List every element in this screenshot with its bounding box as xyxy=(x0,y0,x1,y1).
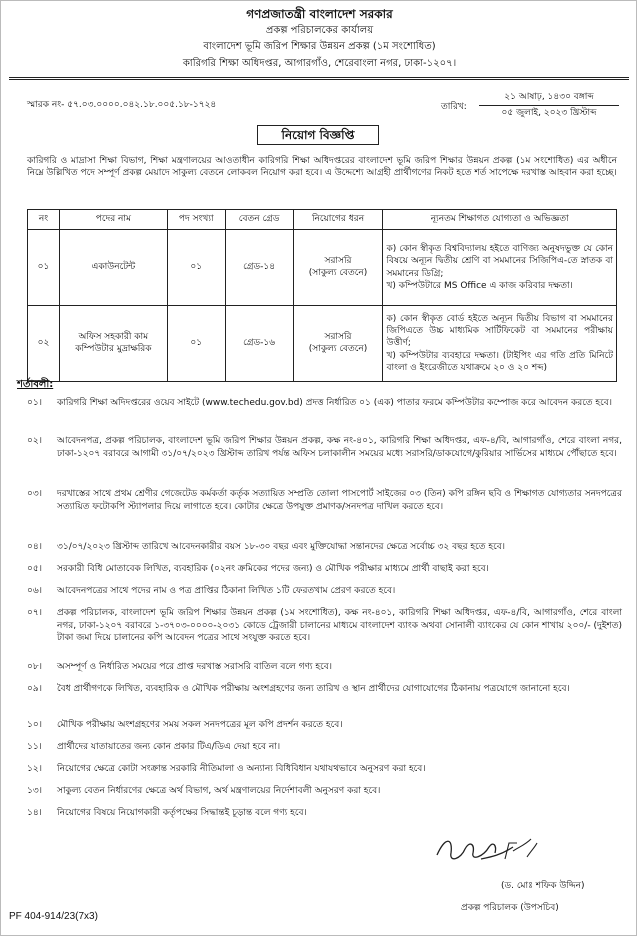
header-project: বাংলাদেশ ভূমি জরিপ শিক্ষার উন্নয়ন প্রকল্প (১ম সংশোধিত) xyxy=(203,41,436,52)
date-bangla: ২১ আষাঢ়, ১৪৩০ বঙ্গাব্দ xyxy=(479,92,619,106)
condition-item xyxy=(27,785,622,798)
row-count: ০১ xyxy=(167,230,225,306)
condition-item xyxy=(27,763,622,776)
row-no: ০১ xyxy=(28,230,60,306)
condition-text: নিয়োগের ক্ষেত্রে কোটা সংক্রান্ত সরকারি নীতিমালা ও অন্যান্য বিধিবিধান যথাযথভাবে অনুসরণ করা হবে। xyxy=(57,764,426,774)
condition-number: ০৬। xyxy=(27,586,42,596)
header-count: পদ সংখ্যা xyxy=(167,210,225,230)
condition-number: ১১। xyxy=(27,742,42,752)
condition-number: ০৭। xyxy=(27,608,42,618)
header-office: প্রকল্প পরিচালকের কার্যালয় xyxy=(265,25,374,36)
header-type: নিয়োগের ধরন xyxy=(293,210,383,230)
row-no: ০২ xyxy=(28,306,60,382)
row-type xyxy=(293,230,383,306)
row-type-main: সরাসরি xyxy=(324,332,352,343)
condition-item xyxy=(27,563,622,576)
condition-item xyxy=(27,807,622,820)
condition-number: ১৩। xyxy=(27,786,42,796)
condition-item xyxy=(27,435,622,460)
condition-text: সরকারী বিধি মোতাবেক লিখিত, ব্যবহারিক (০২নং ক্রমিকের পদের জন্য) ও মৌখিক পরীক্ষার মাধ্যমে প্রার্থী বাছাই করা হবে। xyxy=(57,564,489,574)
condition-text: সাকুল্য বেতন নির্ধারণের ক্ষেত্রে অর্থ বিভাগ, অর্থ মন্ত্রণালয়ের নির্দেশাবলী অনুসরণ করা হবে। xyxy=(57,786,381,796)
row-type-main: সরাসরি xyxy=(324,256,352,267)
condition-text: বৈধ প্রার্থীগণকে লিখিত, ব্যবহারিক ও মৌখিক পরীক্ষায় অংশগ্রহণের জন্য তারিখ ও স্থান প্রার্থীদের যোগাযোগের ঠিকানায় পত্রযোগে জানানো হবে। xyxy=(57,684,570,694)
row-post: একাউনটেন্ট xyxy=(59,230,167,306)
header-address: কারিগরি শিক্ষা অধিদপ্তর, আগারগাঁও, শেরেবাংলা নগর, ঢাকা-১২০৭। xyxy=(182,58,457,69)
date-block xyxy=(479,92,619,120)
condition-number: ০৯। xyxy=(27,684,42,694)
header-grade: বেতন গ্রেড xyxy=(225,210,293,230)
header-divider-2 xyxy=(9,79,629,80)
date-english: ০৫ জুলাই, ২০২৩ খ্রিস্টাব্দ xyxy=(501,108,597,119)
condition-text: নিয়োগের বিষয়ে নিয়োগকারী কর্তৃপক্ষের সিদ্ধান্তই চূড়ান্ত বলে গণ্য হবে। xyxy=(57,808,307,818)
condition-text: আবেদনপত্রের সাথে পদের নাম ও পত্র প্রাপ্তির ঠিকানা লিখিত ১টি ফেরতখাম প্রেরণ করতে হবে। xyxy=(57,586,396,596)
condition-text: প্রার্থীদের যাতায়াতের জন্য কোন প্রকার টিএ/ডিএ দেয়া হবে না। xyxy=(57,742,281,752)
condition-number: ০৫। xyxy=(27,564,42,574)
table-header-row xyxy=(28,210,617,230)
header-post: পদের নাম xyxy=(59,210,167,230)
condition-number: ০২। xyxy=(27,436,42,446)
condition-item xyxy=(27,719,622,732)
qualification-b: খ) কম্পিউটার ব্যবহারে দক্ষতা। (টাইপিং এর গতি প্রতি মিনিটে বাংলা ও ইংরেজীতে যথাক্রমে ২০ ও ২০ শব্দ) xyxy=(386,350,613,373)
qualification-b: খ) কম্পিউটারে MS Office এ কাজ করিবার দক্ষতা। xyxy=(386,280,573,291)
condition-item xyxy=(27,488,622,513)
condition-text: আবেদনপত্র, প্রকল্প পরিচালক, বাংলাদেশ ভূমি জরিপ শিক্ষার উন্নয়ন প্রকল্প, কক্ষ নং-৪০১, কারিগরি শিক্ষা অধিদপ্তর, এফ-৪/বি, আগারগাঁও, শেরে বাংলা নগর, ঢাকা-১২০৭ বরাবরে আগামী ৩১/০৭/২০২৩ খ্রিস্টাব্দ তারিখ পর্যন্ত অফিস চলাকালীন সময়ের মধ্যে সরাসরি/ডাকযোগে/কুরিয়ার সার্ভিসের মাধ্যমে পৌঁছাতে হবে। xyxy=(57,436,622,459)
row-grade: গ্রেড-১৬ xyxy=(225,306,293,382)
row-count: ০১ xyxy=(167,306,225,382)
condition-item xyxy=(27,541,622,554)
header-divider xyxy=(9,77,629,78)
condition-text: মৌখিক পরীক্ষায় অংশগ্রহণের সময় সকল সনদপত্রের মূল কপি প্রদর্শন করতে হবে। xyxy=(57,720,343,730)
row-type-sub: (সাকুল্য বেতনে) xyxy=(308,343,368,354)
row-type-sub: (সাকুল্য বেতনে) xyxy=(308,267,368,278)
signature-image xyxy=(431,829,541,869)
row-qualification xyxy=(383,230,617,306)
condition-number: ১৪। xyxy=(27,808,42,818)
condition-number: ১২। xyxy=(27,764,42,774)
condition-number: ০৮। xyxy=(27,662,42,672)
condition-text: দরখাস্তের সাথে প্রথম শ্রেণীর গেজেটেড কর্মকর্তা কর্তৃক সত্যায়িত সম্প্রতি তোলা পাসপোর্ট সাইজের ০৩ (তিন) কপি রঙ্গিন ছবি ও শিক্ষাগত যোগ্যতার সনদপত্রের সত্যায়িত ফটোকপি স্ট্যাপলার দিয়ে লাগাতে হবে। কোটার ক্ষেত্রে উপযুক্ত প্রমাণক/সনদপত্র দাখিল করতে হবে। xyxy=(57,489,622,512)
condition-item xyxy=(27,397,622,410)
table-row xyxy=(28,306,617,382)
row-type xyxy=(293,306,383,382)
footer-code: PF 404-914/23(7x3) xyxy=(9,911,98,922)
condition-item xyxy=(27,607,622,645)
signatory-title: প্রকল্প পরিচালক (উপসচিব) xyxy=(461,903,559,913)
condition-item xyxy=(27,683,622,696)
condition-item xyxy=(27,741,622,754)
condition-number: ০৪। xyxy=(27,542,42,552)
condition-number: ১০। xyxy=(27,720,42,730)
row-grade: গ্রেড-১৪ xyxy=(225,230,293,306)
jobs-table xyxy=(27,209,617,382)
condition-number: ০১। xyxy=(27,398,42,408)
condition-text: ৩১/০৭/২০২৩ খ্রিস্টাব্দ তারিখে আবেদনকারীর বয়স ১৮-৩০ বছর এবং মুক্তিযোদ্ধা সন্তানদের ক্ষেত্রে সর্বোচ্চ ৩২ বছর হতে হবে। xyxy=(57,542,505,552)
condition-text: কারিগরি শিক্ষা অদিদপ্তরের ওয়েব সাইটে (www.techedu.gov.bd) প্রদত্ত নির্ধারিত ০১ (এক) পাতার ফরমে কম্পিউটার কম্পোজ করে আবেদন করতে হবে। xyxy=(57,398,612,408)
row-qualification xyxy=(383,306,617,382)
table-row xyxy=(28,230,617,306)
header-government: গণপ্রজাতন্ত্রী বাংলাদেশ সরকার xyxy=(246,7,393,21)
date-label: তারিখ: xyxy=(441,102,467,112)
condition-number: ০৩। xyxy=(27,489,42,499)
memo-number: স্মারক নং- ৫৭.০৩.০০০০.০৪২.১৮.০০৫.১৮-১৭২৪ xyxy=(27,100,217,110)
qualification-a: ক) কোন স্বীকৃত বিশ্ববিদ্যালয় হইতে বাণিজ্য অনুষদভুক্ত যে কোন বিষয়ে অন্যূন দ্বিতীয় শ্রেণি বা সমমানের সিজিপিএ-তে স্নাতক বা সমমানের ডিগ্রি; xyxy=(386,244,613,279)
header-qualification: ন্যূনতম শিক্ষাগত যোগ্যতা ও অভিজ্ঞতা xyxy=(383,210,617,230)
signatory-name: (ড. মোঃ শফিক উদ্দিন) xyxy=(501,881,585,891)
condition-text: প্রকল্প পরিচালক, বাংলাদেশ ভূমি জরিপ শিক্ষার উন্নয়ন প্রকল্প (১ম সংশোধিত), কক্ষ নং-৪০১, কারিগরি শিক্ষা অধিদপ্তর, এফ-৪/বি, আগারগাঁও, শেরে বাংলা নগর, ঢাকা-১২০৭ বরাবরে ১-৩৭০৩-০০০০-২০৩১ কোডে ট্রেজারী চালানের মাধ্যমে বাংলাদেশ ব্যাংক অথবা সোনালী ব্যাংকের যে কোন শাখায় ২০০/- (দুইশত) টাকা জমা দিয়ে চালানের কপি আবেদন পত্রের সাথে সংযুক্ত করতে হবে। xyxy=(57,608,622,644)
notice-title: নিয়োগ বিজ্ঞপ্তি xyxy=(257,125,379,145)
qualification-a: ক) কোন স্বীকৃত বোর্ড হইতে অন্যূন দ্বিতীয় বিভাগ বা সমমানের জিপিএতে উচ্চ মাধ্যমিক সার্টিফিকেট বা সমমানের পরীক্ষায় উত্তীর্ণ; xyxy=(386,314,613,349)
condition-item xyxy=(27,585,622,598)
intro-paragraph: কারিগরি ও মাদ্রাসা শিক্ষা বিভাগ, শিক্ষা মন্ত্রণালয়ের আওতাধীন কারিগরি শিক্ষা অধিদপ্তরের বাংলাদেশ ভূমি জরিপ শিক্ষার উন্নয়ন প্রকল্প (১ম সংশোধিত) এর অধীনে নিম্নে উল্লিখিত পদে সম্পূর্ণ প্রকল্প মেয়াদে সাকুল্য বেতনে লোকবল নিয়োগ করা হবে। এ উদ্দেশ্যে আগ্রহী প্রার্থীগণের নিকট হতে শর্ত সাপেক্ষে দরখাস্ত আহবান করা হচ্ছে। xyxy=(27,156,617,179)
row-post: অফিস সহকারী কাম কম্পিউটার মুদ্রাক্ষরিক xyxy=(59,306,167,382)
condition-item xyxy=(27,661,622,674)
header-no: নং xyxy=(28,210,60,230)
terms-title: শর্তাবলী: xyxy=(17,379,54,390)
condition-text: অসম্পূর্ণ ও নির্ধারিত সময়ের পরে প্রাপ্ত দরখাস্ত সরাসরি বাতিল বলে গণ্য হবে। xyxy=(57,662,332,672)
